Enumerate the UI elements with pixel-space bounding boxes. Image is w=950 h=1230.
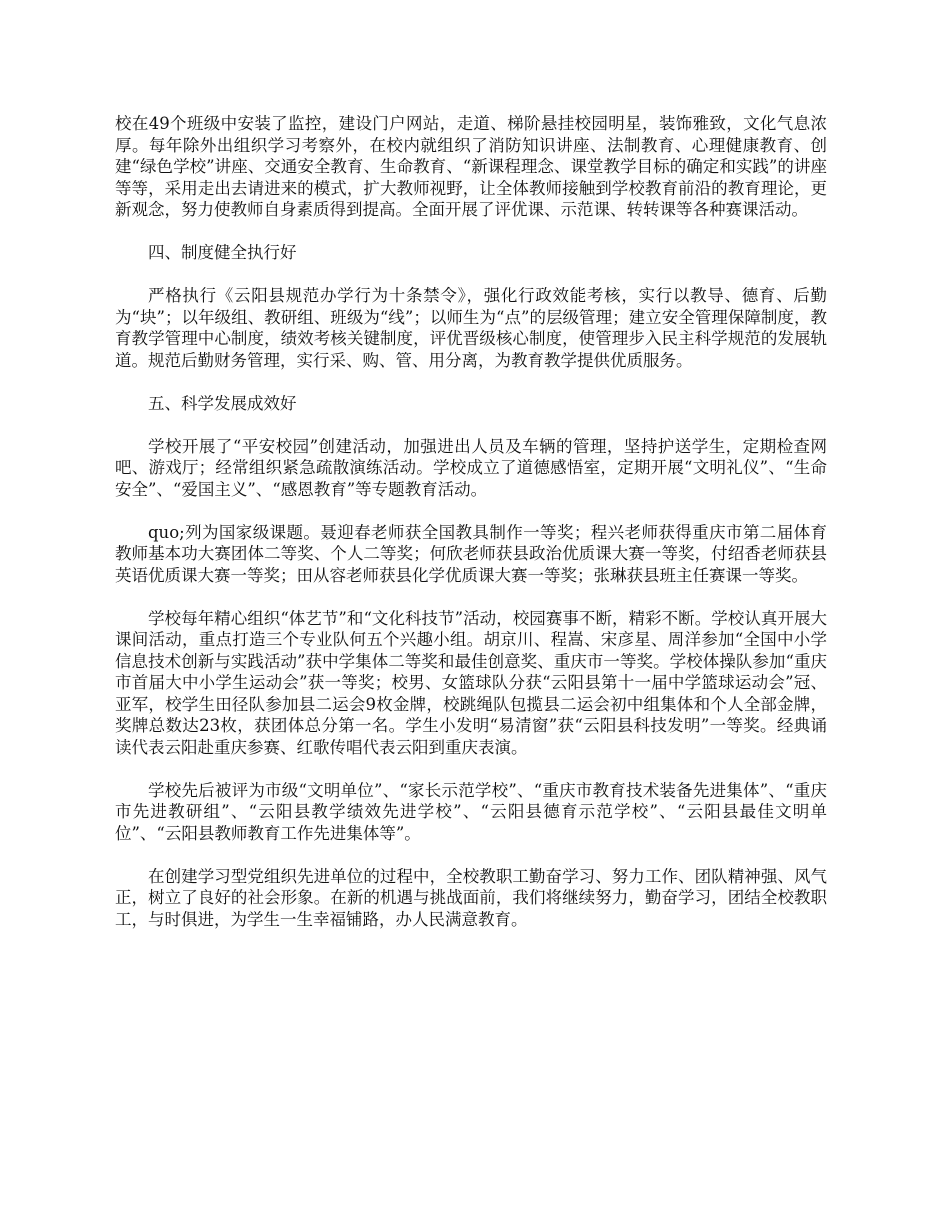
paragraph-teacher-awards: quo;列为国家级课题。聂迎春老师获全国教具制作一等奖；程兴老师获得重庆市第二届体育教师基本功大赛团体二等奖、个人二等奖；何欣老师获县政治优质课大赛一等奖，付绍香老师获县英语优质课大赛一等奖；田从容老师获县化学优质课大赛一等奖；张琳获县班主任赛课一等奖。	[115, 522, 827, 585]
section-heading-five: 五、科学发展成效好	[148, 393, 297, 413]
paragraph-continuation: 校在49个班级中安装了监控，建设门户网站，走道、梯阶悬挂校园明星，装饰雅致，文化气息浓厚。每年除外出组织学习考察外，在校内就组织了消防知识讲座、法制教育、心理健康教育、创建“绿色学校”讲座、交通安全教育、生命教育、“新课程理念、课堂教学目标的确定和实践”的讲座等等，采用走出去请进来的模式，扩大教师视野，让全体教师接触到学校教育前沿的教育理论，更新观念，努力使教师自身素质得到提高。全面开展了评优课、示范课、转转课等各种赛课活动。	[115, 114, 827, 219]
paragraph-safe-campus: 学校开展了“平安校园”创建活动，加强进出人员及车辆的管理，坚持护送学生，定期检查网吧、游戏厅；经常组织紧急疏散演练活动。学校成立了道德感悟室，定期开展“文明礼仪”、“生命安全”、“爱国主义”、“感恩教育”等专题教育活动。	[115, 436, 827, 499]
paragraph-conclusion: 在创建学习型党组织先进单位的过程中，全校教职工勤奋学习、努力工作、团队精神强、风气正，树立了良好的社会形象。在新的机遇与挑战面前，我们将继续努力，勤奋学习，团结全校教职工，与时俱进，为学生一生幸福铺路，办人民满意教育。	[115, 866, 827, 929]
paragraph-school-honors: 学校先后被评为市级“文明单位”、“家长示范学校”、“重庆市教育技术装备先进集体”、“重庆市先进教研组”、“云阳县教学绩效先进学校”、“云阳县德育示范学校”、“云阳县最佳文明单位”、“云阳县教师教育工作先进集体等”。	[115, 780, 827, 843]
paragraph-student-activities: 学校每年精心组织“体艺节”和“文化科技节”活动，校园赛事不断，精彩不断。学校认真开展大课间活动，重点打造三个专业队何五个兴趣小组。胡京川、程嵩、宋彦星、周洋参加“全国中小学信息技术创新与实践活动”获中学集体二等奖和最佳创意奖、重庆市一等奖。学校体操队参加“重庆市首届大中小学生运动会”获一等奖；校男、女篮球队分获“云阳县第十一届中学篮球运动会”冠、亚军，校学生田径队参加县二运会9枚金牌，校跳绳队包揽县二运会初中组集体和个人全部金牌，奖牌总数达23枚，获团体总分第一名。学生小发明“易清窗”获“云阳县科技发明”一等奖。经典诵读代表云阳赴重庆参赛、红歌传唱代表云阳到重庆表演。	[115, 608, 827, 757]
section-heading-four: 四、制度健全执行好	[148, 243, 297, 262]
document-page	[115, 113, 827, 952]
paragraph-management: 严格执行《云阳县规范办学行为十条禁令》，强化行政效能考核，实行以教导、德育、后勤为“块”；以年级组、教研组、班级为“线”；以师生为“点”的层级管理；建立安全管理保障制度，教育教学管理中心制度，绩效考核关键制度，评优晋级核心制度，使管理步入民主科学规范的发展轨道。规范后勤财务管理，实行采、购、管、用分离，为教育教学提供优质服务。	[115, 286, 827, 370]
